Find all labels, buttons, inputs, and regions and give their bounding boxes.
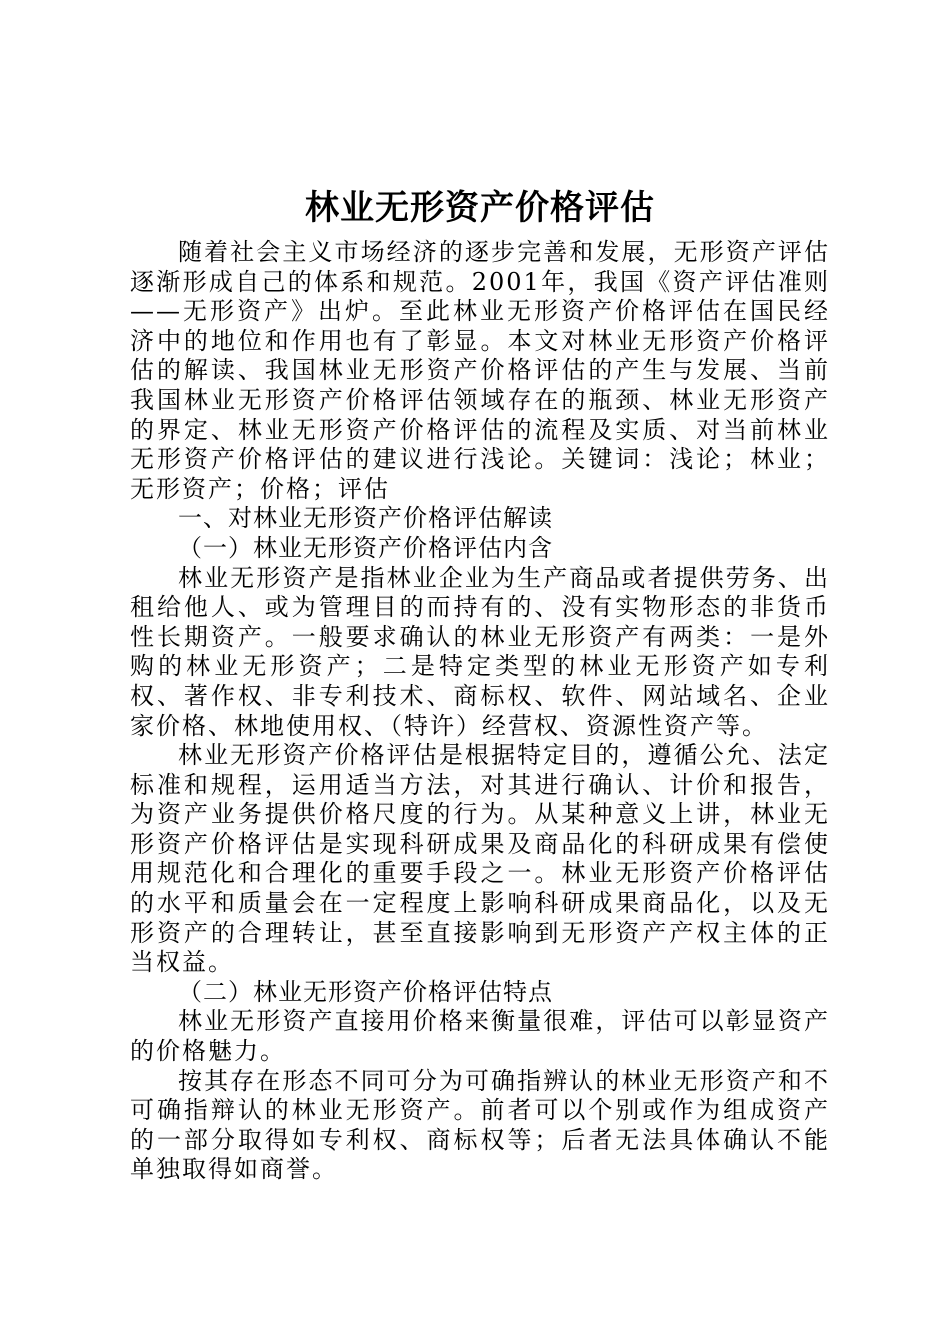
subsection-2-heading: （二）林业无形资产价格评估特点	[178, 977, 553, 1006]
subsection-1-paragraph-2: 林业无形资产价格评估是根据特定目的，遵循公允、法定标准和规程，运用适当方法，对其进行确认、计价和报告，为资产业务提供价格尺度的行为。从某种意义上讲，林业无形资产价格评估是实现科研成果及商品化的科研成果有偿使用规范化和合理化的重要手段之一。林业无形资产价格评估的水平和质量会在一定程度上影响科研成果商品化，以及无形资产的合理转让，甚至直接影响到无形资产产权主体的正当权益。	[130, 741, 830, 977]
section-1-heading: 一、对林业无形资产价格评估解读	[178, 504, 553, 533]
document-page	[130, 182, 830, 1185]
subsection-2-paragraph-1: 林业无形资产直接用价格来衡量很难，评估可以彰显资产的价格魅力。	[130, 1007, 830, 1066]
subsection-1-heading: （一）林业无形资产价格评估内含	[178, 533, 553, 562]
subsection-1-paragraph-1: 林业无形资产是指林业企业为生产商品或者提供劳务、出租给他人、或为管理目的而持有的、没有实物形态的非货币性长期资产。一般要求确认的林业无形资产有两类：一是外购的林业无形资产；二是特定类型的林业无形资产如专利权、著作权、非专利技术、商标权、软件、网站域名、企业家价格、林地使用权、（特许）经营权、资源性资产等。	[130, 563, 830, 740]
subsection-2-paragraph-2: 按其存在形态不同可分为可确指辨认的林业无形资产和不可确指辩认的林业无形资产。前者可以个别或作为组成资产的一部分取得如专利权、商标权等；后者无法具体确认不能单独取得如商誉。	[130, 1066, 830, 1184]
document-title: 林业无形资产价格评估	[305, 188, 655, 228]
abstract-paragraph: 随着社会主义市场经济的逐步完善和发展，无形资产评估逐渐形成自己的体系和规范。2001年，我国《资产评估准则——无形资产》出炉。至此林业无形资产价格评估在国民经济中的地位和作用也有了彰显。本文对林业无形资产价格评估的解读、我国林业无形资产价格评估的产生与发展、当前我国林业无形资产价格评估领域存在的瓶颈、林业无形资产的界定、林业无形资产价格评估的流程及实质、对当前林业无形资产价格评估的建议进行浅论。关键词：浅论；林业；无形资产；价格；评估	[130, 238, 830, 503]
